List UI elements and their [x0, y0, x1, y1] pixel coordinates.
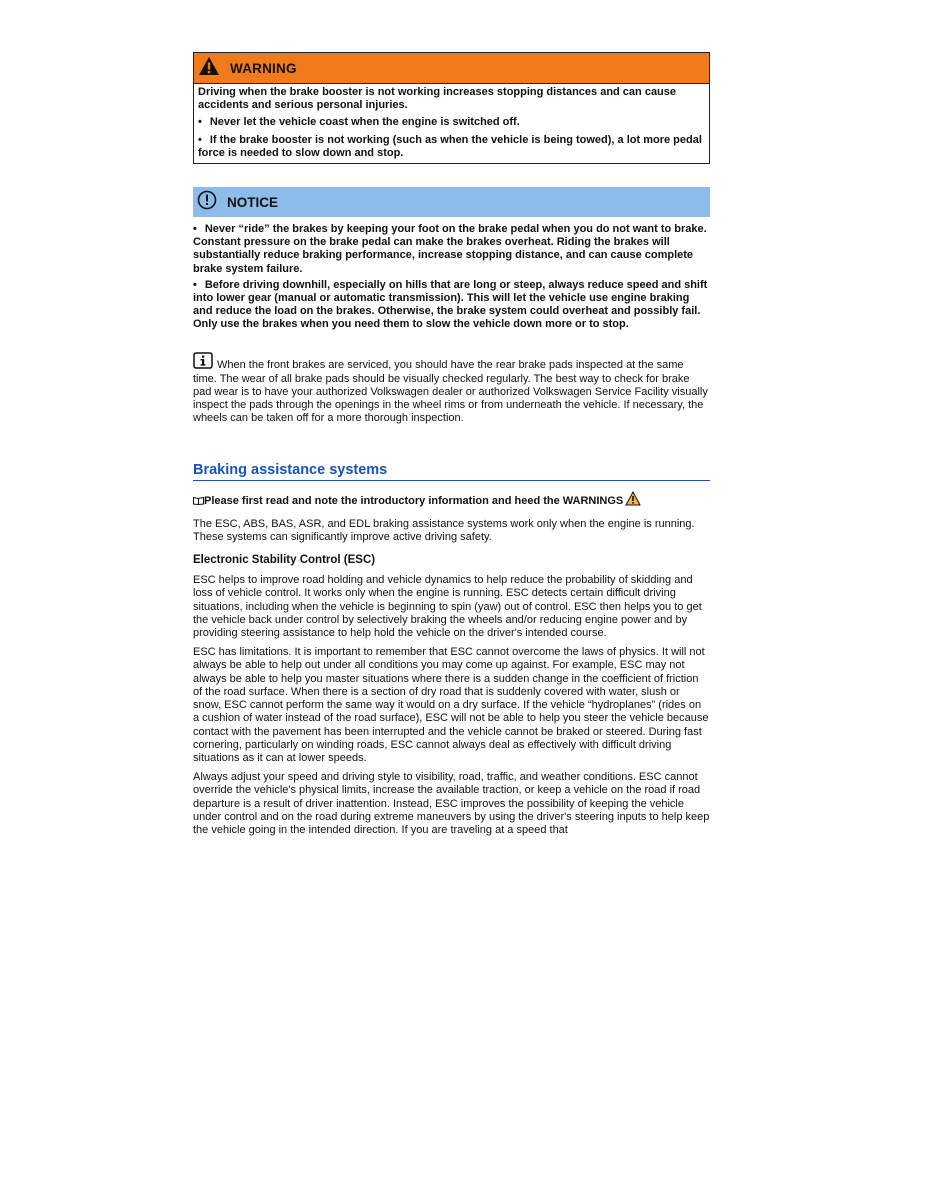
warning-box	[193, 52, 710, 164]
notice-header	[193, 187, 710, 217]
info-note	[193, 352, 710, 426]
warning-label: WARNING	[230, 60, 297, 76]
notice-bullet-1: • Never “ride” the brakes by keeping your foot on the brake pedal when you do not want to brake. Constant pressure on the brake pedal can make the brakes overheat. Riding the brakes will substantially reduce braking performance, increase stopping distance, and can cause complete brake system failure.	[193, 223, 707, 275]
read-first-note	[193, 491, 710, 510]
esc-paragraph-3: Always adjust your speed and driving style to visibility, road, traffic, and weather conditions. ESC cannot override the vehicle's physical limits, increase the available traction, or keep a vehicle on the road if road departure is a result of driver inattention. Instead, ESC improves the possibility of keeping the vehicle under control and on the road during extreme maneuvers by using the driver's steering inputs to help keep the vehicle going in the intended direction. If you are traveling at a speed that	[193, 771, 710, 836]
bullet-icon: •	[198, 133, 202, 146]
info-note-text: When the front brakes are serviced, you should have the rear brake pads inspected at the same time. The wear of all brake pads should be visually checked regularly. The best way to check for brake pad wear is to have your authorized Volkswagen dealer or authorized Volkswagen Service Facility visually inspect the pads through the openings in the wheel rims or from underneath the vehicle. If necessary, the wheels can be taken off for a more thorough inspection.	[193, 358, 708, 425]
book-icon	[193, 496, 204, 509]
warning-header	[194, 53, 709, 84]
warning-triangle-icon	[625, 491, 641, 510]
notice-exclamation-icon	[197, 190, 217, 215]
bullet-icon: •	[193, 278, 197, 291]
bullet-icon: •	[193, 223, 197, 236]
notice-bullet-2: • Before driving downhill, especially on hills that are long or steep, always reduce speed and shift into lower gear (manual or automatic transmission). This will let the vehicle use engine braking and reduce the load on the brakes. Otherwise, the brake system could overheat and possibly fail. Only use the brakes when you need them to slow the vehicle down more or to stop.	[193, 278, 708, 331]
bullet-icon: •	[198, 116, 202, 129]
notice-body	[193, 223, 710, 332]
read-first-text: Please first read and note the introductory information and heed the WARNINGS	[204, 494, 624, 507]
warning-intro: Driving when the brake booster is not working increases stopping distances and can cause accidents and serious personal injuries.	[198, 86, 677, 112]
manual-page	[193, 52, 710, 837]
warning-bullet-2: • If the brake booster is not working (such as when the vehicle is being towed), a lot more pedal force is needed to slow down and stop.	[198, 133, 702, 159]
section-title: Braking assistance systems	[193, 462, 710, 481]
esc-paragraph-1: ESC helps to improve road holding and vehicle dynamics to help reduce the probability of skidding and loss of vehicle control. It works only when the engine is running. ESC detects certain difficult driving situations, including when the vehicle is beginning to spin (yaw) out of control. ESC then helps you to get the vehicle back under control by selectively braking the wheels and/or reducing engine power and by providing steering assistance to help hold the vehicle on the driver's intended course.	[193, 574, 702, 640]
esc-paragraph-2: ESC has limitations. It is important to remember that ESC cannot overcome the laws of physics. It will not always be able to help out under all conditions you may come up against. For example, ESC may not always be able to help you master situations where there is a sudden change in the coefficient of friction of the road surface. When there is a section of dry road that is suddenly covered with water, slush or snow, ESC cannot perform the same way it would on a dry surface. If the vehicle “hydroplanes” (rides on a cushion of water instead of the road surface), ESC will not be able to help you steer the vehicle because contact with the pavement has been interrupted and the vehicle cannot be braked or steered. During fast cornering, particularly on winding roads, ESC cannot always deal as effectively with difficult driving situations as it can at lower speeds.	[193, 646, 709, 764]
warning-body	[194, 84, 709, 163]
warning-bullet-1: • Never let the vehicle coast when the engine is switched off.	[198, 116, 520, 129]
esc-heading: Electronic Stability Control (ESC)	[193, 554, 376, 567]
notice-label: NOTICE	[227, 194, 279, 210]
warning-triangle-icon	[198, 56, 220, 81]
section-intro: The ESC, ABS, BAS, ASR, and EDL braking assistance systems work only when the engine is running. These systems can significantly improve active driving safety.	[193, 517, 695, 544]
info-icon	[193, 352, 213, 373]
